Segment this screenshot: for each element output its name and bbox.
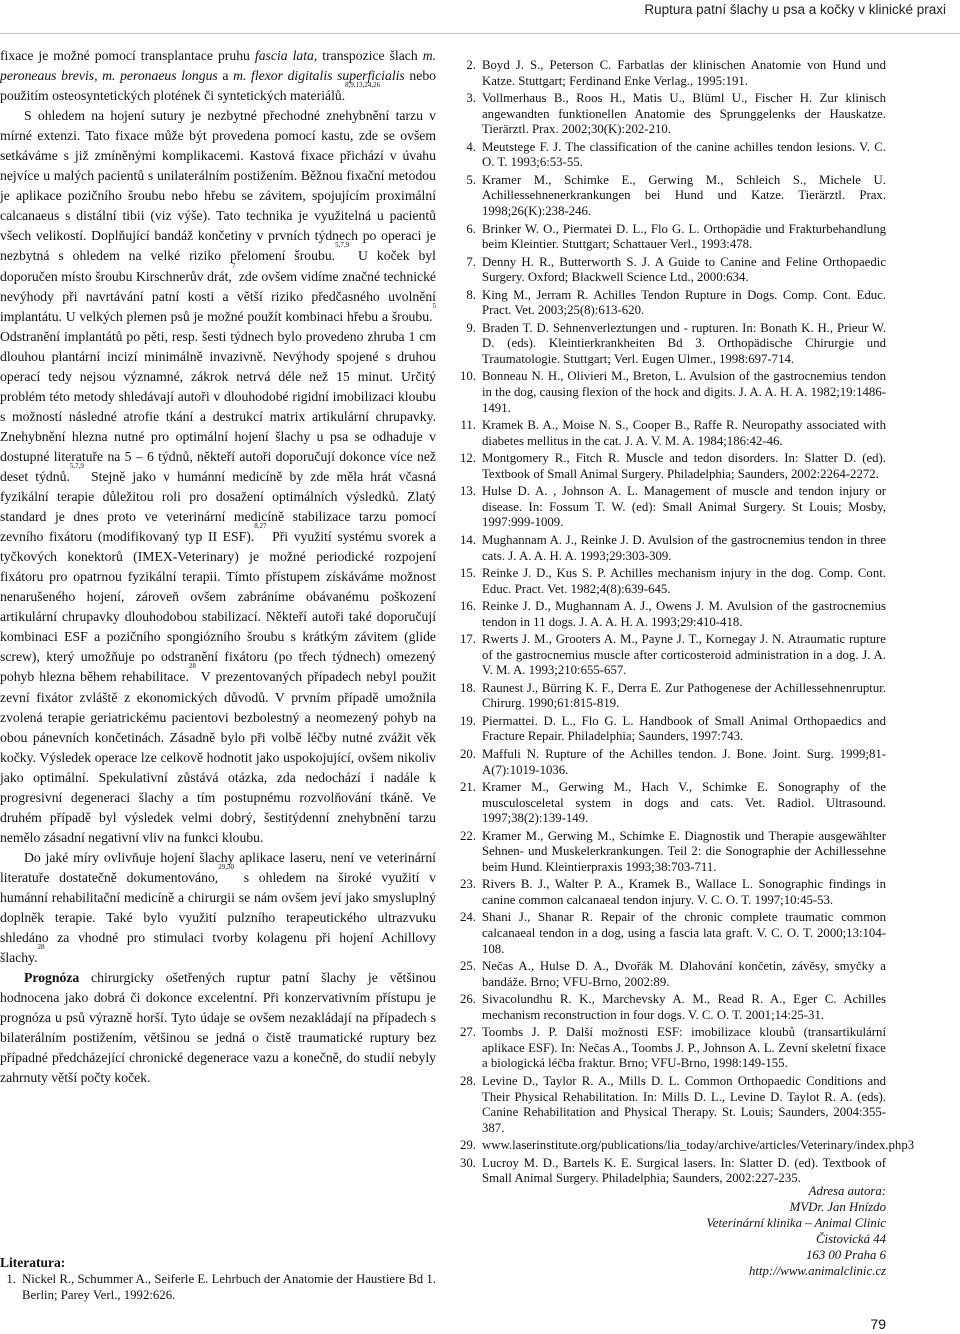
reference-number: 26. xyxy=(460,992,476,1007)
reference-text: Nickel R., Schummer A., Seiferle E. Lehrbuch der Anatomie der Haustiere Bd 1. Berlin; Parey Verl., 1992:626. xyxy=(22,1272,436,1302)
reference-text: Hulse D. A. , Johnson A. L. Management of muscle and tendon injury or disease. In: Fossum T. W. (ed): Small Animal Surgery. St Louis; Mosby, 1997:999-1009. xyxy=(482,484,886,530)
body-paragraph xyxy=(0,848,436,968)
citation-superscript: 8,9,13,24,26 xyxy=(345,81,381,90)
reference-text: Brinker W. O., Piermatei D. L., Flo G. L. Orthopädie und Frakturbehandlung beim Kleintier. Stuttgart; Schattauer Verl., 1993:478. xyxy=(482,221,886,252)
reference-item xyxy=(450,714,886,745)
reference-item xyxy=(450,91,886,138)
citation-superscript: 5,7,9 xyxy=(69,461,84,470)
literature-heading: Literatura: xyxy=(0,1255,66,1270)
reference-number: 11. xyxy=(460,418,476,433)
address-street: Čistovická 44 xyxy=(815,1231,886,1246)
reference-number: 1. xyxy=(6,1272,16,1286)
reference-text: Meutstege F. J. The classification of the canine achilles tendon lesions. V. C. O. T. 1993;6:53-55. xyxy=(482,139,886,170)
reference-item xyxy=(450,533,886,564)
reference-number: 5. xyxy=(466,172,476,187)
body-paragraph xyxy=(0,106,436,848)
reference-item xyxy=(450,222,886,253)
reference-number: 29. xyxy=(460,1138,476,1153)
reference-item xyxy=(450,829,886,876)
reference-item xyxy=(450,959,886,990)
author-name: MVDr. Jan Hnízdo xyxy=(789,1199,886,1214)
reference-number: 12. xyxy=(460,451,476,466)
citation-superscript: 5,7,9 xyxy=(335,241,350,250)
text-run: Při využití systému svorek a tyčkových konektorů (IMEX-Veterinary) je možné periodické rozpojení fixátoru pro opatrnou fyzikální terapii. Tímto přístupem získáváme možnost nenarušeného hojení, zároveň ovšem zabráníme obávanému poškození artikulární chrupavky dlouhodobou stabilizací. Někteří autoři také doporučují kombinaci ESF a pozičního spongiózního šroubu s krátkým závitem (glide screw), který umožňuje po odstranění fixátoru (po třech týdnech) omezený pohyb hlezna během rehabilitace. xyxy=(0,529,436,685)
page-number: 79 xyxy=(870,1316,886,1332)
text-run: , transpozice šlach xyxy=(313,48,423,63)
author-address xyxy=(706,1184,886,1279)
reference-item xyxy=(450,1025,886,1072)
reference-item xyxy=(450,1156,886,1187)
reference-text: Rivers B. J., Walter P. A., Kramek B., Wallace L. Sonographic findings in canine common calcanaeal tendon injury. V. C. O. T. 1997;10:45-53. xyxy=(482,877,886,907)
reference-number: 18. xyxy=(460,680,476,695)
reference-number: 14. xyxy=(460,532,476,547)
reference-number: 4. xyxy=(466,139,476,154)
reference-text: Montgomery R., Fitch R. Muscle and tedon disorders. In: Slatter D. (ed). Textbook of Small Animal Surgery. Philadelphia; Saunders, 2002:2264-2272. xyxy=(482,451,886,481)
reference-item xyxy=(450,1074,886,1136)
reference-text: Braden T. D. Sehnenverleztungen und - rupturen. In: Bonath K. H., Prieur W. D. (eds). Kleintierkrankheiten Bd 3. Orthopädische Chirurgie und Traumatologie. Stuttgart; Verl. Eugen Ulmer., 1998:697-714. xyxy=(482,320,886,366)
citation-superscript: 8,27 xyxy=(254,522,267,531)
reference-number: 13. xyxy=(460,484,476,499)
text-run: zde ovšem vidíme značné technické nevýhody při navrtávání patní kosti a větší riziko předčasného uvolnění implantátu. U velkých plemen psů je možné použít kombinaci hřebu a šroubu. xyxy=(0,268,437,324)
latin-term: m. peroneaus brevis, m. peronaeus longus xyxy=(0,48,437,84)
reference-number: 28. xyxy=(460,1073,476,1088)
reference-text: Lucroy M. D., Bartels K. E. Surgical lasers. In: Slatter D. (ed). Textbook of Small Animal Surgery. Philadelphia; Saunders, 2002:227-235. xyxy=(482,1155,886,1186)
reference-item xyxy=(450,321,886,368)
reference-item xyxy=(450,484,886,531)
text-run: chirurgicky ošetřených ruptur patní šlachy je většinou hodnocena jako dobrá či dokonce excelentní. Při konzervativním přístupu je prognóza u psů výrazně horší. Tyto údaje se ovšem nezakládají na případech s bilaterálním postižením, většinou se jedná o čistě traumatické ruptury bez případné předcházející chronické degenerace vazu a konečně, do studií nebyly zahrnuty větší počty koček. xyxy=(0,970,436,1086)
reference-text: Piermattei. D. L., Flo G. L. Handbook of Small Animal Orthopaedics and Fracture Repair. Philadelphia; Saunders, 1997:743. xyxy=(482,713,886,744)
citation-superscript: 28 xyxy=(188,662,196,671)
header-title: Ruptura patní šlachy u psa a kočky v klinické praxi xyxy=(644,2,946,17)
text-run: U koček byl doporučen místo šroubu Kirschnerův drát, xyxy=(0,248,436,284)
reference-number: 7. xyxy=(466,254,476,269)
reference-item xyxy=(450,681,886,712)
bold-term: Prognóza xyxy=(24,970,80,986)
reference-item xyxy=(450,632,886,679)
reference-number: 15. xyxy=(460,565,476,580)
clinic-website-link[interactable]: http://www.animalclinic.cz xyxy=(749,1263,886,1278)
reference-number: 16. xyxy=(460,599,476,614)
reference-text: Bonneau N. H., Olivieri M., Breton, L. Avulsion of the gastrocnemius tendon in the dog, causing flexion of the hock and digits. J. A. A. H. A. 1982;19:1486-1491. xyxy=(482,369,886,415)
address-heading: Adresa autora: xyxy=(808,1184,886,1198)
reference-number: 24. xyxy=(460,910,476,925)
reference-item xyxy=(450,255,886,286)
reference-text: Denny H. R., Butterworth S. J. A Guide to Canine and Feline Orthopaedic Surgery. Oxford; Blackwell Science Ltd., 2000:634. xyxy=(482,254,886,285)
clinic-name: Veterinární klinika – Animal Clinic xyxy=(706,1215,886,1230)
reference-item xyxy=(450,173,886,220)
citation-superscript: 29,30 xyxy=(218,862,234,871)
address-city: 163 00 Praha 6 xyxy=(806,1247,886,1262)
text-run: nebo použitím osteosyntetických plotének či syntetických materiálů. xyxy=(0,68,437,104)
reference-item xyxy=(450,599,886,630)
citation-superscript: 7 xyxy=(231,261,236,270)
reference-text: Levine D., Taylor R. A., Mills D. L. Common Orthopaedic Conditions and Their Physical Rehabilitation. In: Mills D. L., Levine D. Taylot R. A. (eds). Canine Rehabilitation and Physical Therapy. St. Louis; Saunders, 2004:355-387. xyxy=(482,1073,886,1135)
reference-list-left xyxy=(0,1272,436,1303)
reference-text: Vollmerhaus B., Roos H., Matis U., Blüml U., Fischer H. Zur klinisch angewandten funktionellen Anatomie des Sprunggelenks der Hauskatze. Tierärztl. Prax. 2002;30(K):202-210. xyxy=(482,91,886,137)
reference-text: Sivacolundhu R. K., Marchevsky A. M., Read R. A., Eger C. Achilles mechanism reconstruction in four dogs. V. C. O. T. 2001;14:25-31. xyxy=(482,992,886,1022)
reference-item xyxy=(450,58,886,89)
reference-item xyxy=(450,566,886,597)
reference-item xyxy=(450,1138,915,1154)
reference-item xyxy=(450,992,886,1023)
reference-text: Shani J., Shanar R. Repair of the chronic complete traumatic common calcanaeal tendon in a dog, using a fascia lata graft. V. C. O. T. 2000;13:104-108. xyxy=(482,910,886,956)
reference-text: Kramer M., Gerwing M., Schimke E. Diagnostik und Therapie ausgewählter Sehnen- und Muskelerkrankungen. Teil 2: die Sonographie der Achillessehne beim Hund. Kleintierpraxis 1993;38:703-711. xyxy=(482,828,886,874)
reference-text: Kramer M., Gerwing M., Hach V., Schimke E. Sonography of the musculosceletal system in dogs and cats. Vet. Radiol. Ultrasound. 1997;38(2):139-149. xyxy=(482,780,886,826)
text-run: Do jaké míry ovlivňuje hojení šlachy aplikace laseru, není ve veterinární literatuře dostatečně dokumentováno, xyxy=(0,849,436,885)
running-header xyxy=(0,0,960,34)
body-paragraph xyxy=(0,46,436,106)
text-run: s ohledem na široké využití v humánní rehabilitační medicíně a chirurgii se nám ovšem jeví jako smysluplný doplněk terapie. Také bylo využití pulzního terapeutického ultrazvuku shledáno za vhodné pro stimulaci tvorby kolagenu při hojení Achillovy šlachy. xyxy=(0,869,437,966)
reference-number: 27. xyxy=(460,1025,476,1040)
latin-term: m. flexor digitalis superficialis xyxy=(233,68,405,84)
reference-text: Boyd J. S., Peterson C. Farbatlas der klinischen Anatomie von Hund und Katze. Stuttgart; Ferdinand Enke Verlag., 1995:191. xyxy=(482,58,886,88)
reference-text: Reinke J. D., Kus S. P. Achilles mechanism injury in the dog. Comp. Cont. Educ. Pract. Vet. 1982;4(8):639-645. xyxy=(482,565,886,596)
reference-item xyxy=(450,369,886,416)
reference-number: 10. xyxy=(460,369,476,384)
reference-item xyxy=(450,451,886,482)
body-paragraph xyxy=(0,968,436,1088)
reference-number: 17. xyxy=(460,632,476,647)
reference-item xyxy=(0,1272,436,1303)
reference-number: 9. xyxy=(466,320,476,335)
body-text-column xyxy=(0,46,436,1088)
reference-item xyxy=(450,747,886,778)
reference-text: www.laserinstitute.org/publications/lia_today/archive/articles/Veterinary/index.php3 xyxy=(482,1138,915,1153)
reference-number: 22. xyxy=(460,828,476,843)
reference-item xyxy=(450,418,886,449)
text-run: a xyxy=(217,68,234,84)
reference-number: 30. xyxy=(460,1155,476,1170)
reference-item xyxy=(450,877,886,908)
text-run: Odstranění implantátů po pěti, resp. šesti týdnech bylo provedeno zhruba 1 cm dlouhou plantární incizí minimálně invazivně. Nevýhody spojené s druhou operací tedy nejsou významné, zákrok netrvá déle než 15 minut. Určitý problém této metody shledávají autoři v dlouhodobé rigidní imobilizaci kloubu s možností následné atrofie tkání a destrukcí matrix artikulární chrupavky. Znehybnění hlezna nutné pro optimální hojení šlachy u psa se odhaduje v dostupné literatuře na 5 – 6 týdnů, někteří autoři doporučují dokonce více než deset týdnů. xyxy=(0,328,436,484)
reference-number: 25. xyxy=(460,959,476,974)
reference-text: Kramek B. A., Moise N. S., Cooper B., Raffe R. Neuropathy associated with diabetes mellitus in the cat. J. A. V. M. A. 1984;186:42-46. xyxy=(482,418,886,448)
reference-item xyxy=(450,910,886,957)
reference-number: 8. xyxy=(466,287,476,302)
reference-number: 20. xyxy=(460,746,476,761)
reference-number: 6. xyxy=(466,221,476,236)
reference-number: 2. xyxy=(466,58,476,72)
reference-text: Nečas A., Hulse D. A., Dvořák M. Dlahování končetin, závěsy, smyčky a bandáže. Brno; VFU-Brno, 2002:89. xyxy=(482,959,886,989)
text-run: S ohledem na hojení sutury je nezbytné přechodné znehybnění tarzu v mírné extenzi. Tato fixace může být provedena pomocí kastu, zde se ovšem setkáváme s již zmíněnými komplikacemi. Kastová fixace přichází v úvahu nejvíce u malých pacientů s unilaterálním postižením. Běžnou fixační metodou je aplikace pozičního šroubu nebo hřebu se závitem, spojujícím proximální calcanaeus s distální tibii (viz výše). Tato technika je využitelná u pacientů všech velikostí. Doplňující bandáž končetiny v prvních týdnech po operaci je nezbytná s ohledem na velké riziko přelomení šroubu. xyxy=(0,108,436,264)
reference-text: Kramer M., Schimke E., Gerwing M., Schleich S., Michele U. Achillessehnenerkrankungen bei Hund und Katze. Tierärztl. Prax. 1998;26(K):238-246. xyxy=(482,172,886,219)
latin-term: fascia lata xyxy=(254,48,314,63)
reference-text: Reinke J. D., Mughannam A. J., Owens J. M. Avulsion of the gastrocnemius tendon in 11 dogs. J. A. A. H. A. 1993;29:410-418. xyxy=(482,599,886,629)
reference-item xyxy=(450,780,886,827)
citation-superscript: 28 xyxy=(37,943,45,952)
reference-number: 21. xyxy=(460,780,476,795)
reference-text: Raunest J., Bürring K. F., Derra E. Zur Pathogenese der Achillessehnenruptur. Chirurg. 1990;61:815-819. xyxy=(482,680,886,711)
reference-number: 3. xyxy=(466,91,476,106)
reference-item xyxy=(450,140,886,171)
reference-text: Maffuli N. Rupture of the Achilles tendon. J. Bone. Joint. Surg. 1999;81-A(7):1019-1036. xyxy=(482,746,886,777)
reference-list-right xyxy=(450,58,915,1189)
reference-number: 19. xyxy=(460,713,476,728)
citation-superscript: 5 xyxy=(432,301,436,310)
text-run: Stejně jako v humánní medicíně by zde měla hrát včasná fyzikální terapie důležitou roli pro dosažení optimálních výsledků. Zlatý standard je dnes proto ve veterinární medicíně stabilizace tarzu pomocí zevního fixátoru (modifikovaný typ II ESF). xyxy=(0,468,436,545)
reference-item xyxy=(450,288,886,319)
reference-text: Mughannam A. J., Reinke J. D. Avulsion of the gastrocnemius tendon in three cats. J. A. A. H. A. 1993;29:303-309. xyxy=(482,532,886,563)
text-run: V prezentovaných případech nebyl použit zevní fixátor zvláště z ekonomických důvodů. V prvním případě umožnila zvolená terapie geriatrickému pacientovi bezbolestný a neomezený pohyb na obou pánevních končetinách. Zásadně bylo při volbě léčby nutné zvážit věk kočky. Výsledek operace lze celkově hodnotit jako uspokojující, ovšem nikoliv jako optimální. Spekulativní zůstává otázka, zda nedochází i nadále k progresivní degeneraci šlachy a tím postupnému rozvolňování tkáně. Ve druhém případě byl výsledek velmi dobrý, šestitýdenní znehybnění tarzu nemělo zásadní negativní vliv na funkci kloubu. xyxy=(0,669,436,845)
reference-text: Toombs J. P. Další možnosti ESF: imobilizace kloubů (transartikulární aplikace ESF). In: Nečas A., Toombs J. P., Johnson A. L. Zevní skeletní fixace a biologická léčba fraktur. Brno; VFU-Brno, 1998:149-155. xyxy=(482,1025,886,1071)
reference-text: King M., Jerram R. Achilles Tendon Rupture in Dogs. Comp. Cont. Educ. Pract. Vet. 2003;25(8):613-620. xyxy=(482,287,886,318)
reference-text: Rwerts J. M., Grooters A. M., Payne J. T., Kornegay J. N. Atraumatic rupture of the gastrocnemius muscle after corticosteroid administration in a dog. J. A. V. M. A. 1993;210:655-657. xyxy=(482,632,886,678)
text-run: fixace je možné pomocí transplantace pruhu xyxy=(0,48,255,63)
reference-number: 23. xyxy=(460,877,476,892)
